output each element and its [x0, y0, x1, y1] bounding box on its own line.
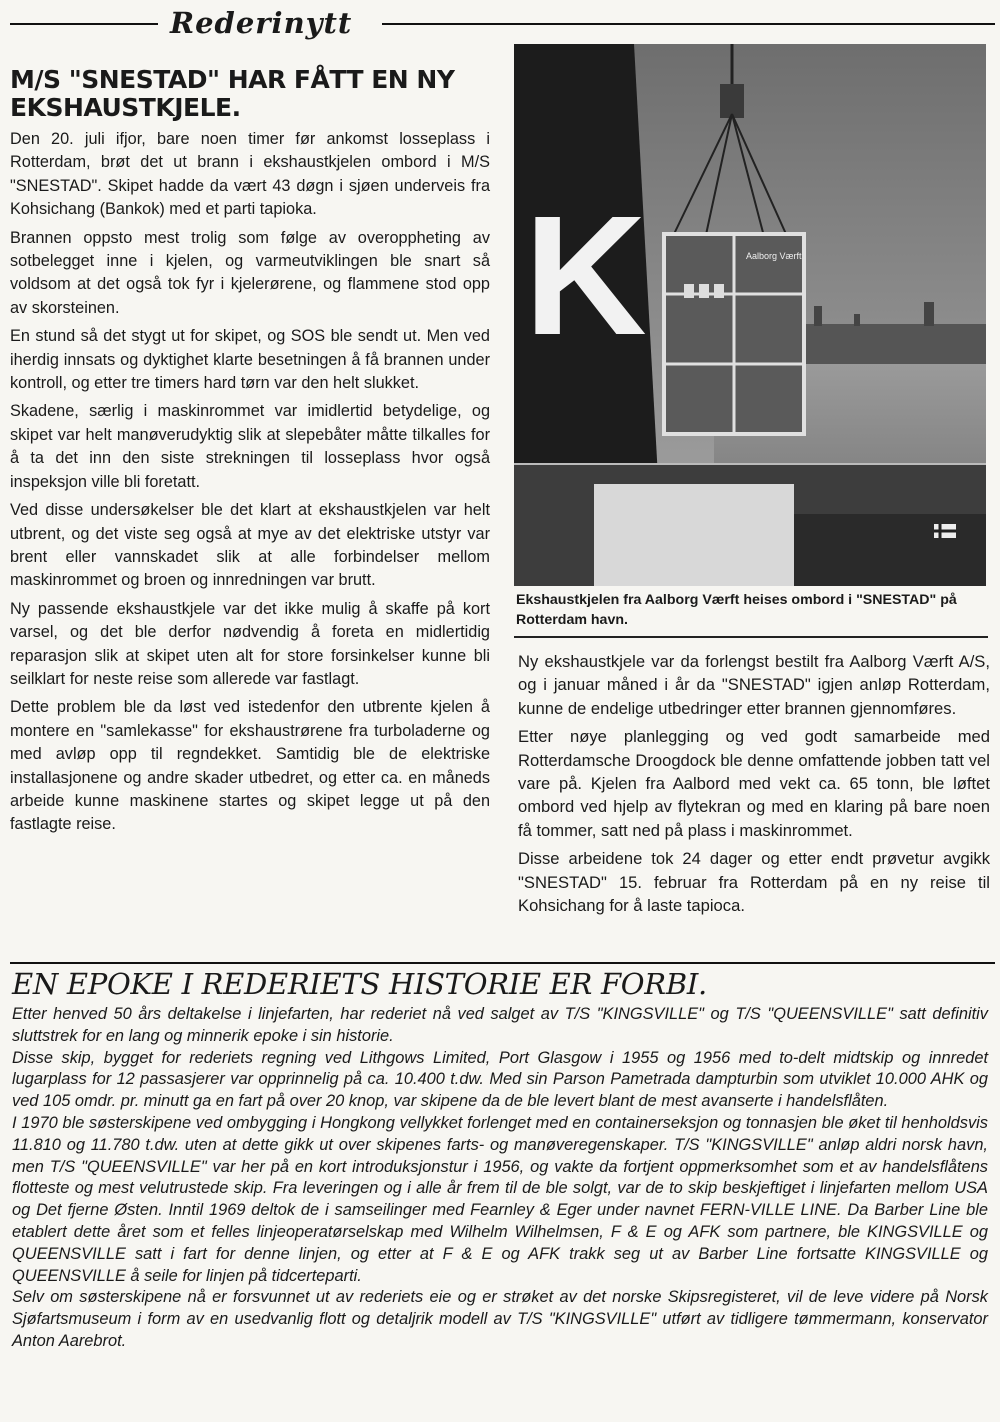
article-paragraph: Dette problem ble da løst ved istedenfor den utbrente kjelen å montere en "samlekasse" for ekshaustrørene fra turboladerne og med avløp opp til regndekket. Samtidig ble de elektriske installasjonene og andre skader utbedret, og etter ca. en måneds arbeide kunne maskinene startes og skipet legge ut på den fastlagte reise. — [10, 698, 490, 834]
article-paragraph: Etter nøye planlegging og ved godt samarbeide med Rotterdamsche Droogdock ble denne omfattende jobben tatt vel vare på. Kjelen fra Aalbord med vekt ca. 65 tonn, ble løftet ombord ved hjelp av flytekran og med en klaring på bare noen få tommer, satt ned på plass i maskinrommet. — [518, 727, 990, 840]
epoke-paragraph: Selv om søsterskipene nå er forsvunnet ut av rederiets eie og er strøket av det norske Skipsregisteret, vil de leve videre på Norsk Sjøfartsmuseum i form av en usedvanlig flott og detaljrik modell av T/S "KINGSVILLE" utført av tidligere tømmermann, konservator Anton Aarebrot. — [12, 1288, 988, 1350]
funnel-letter: K — [524, 181, 647, 371]
article-paragraph: Ved disse undersøkelser ble det klart at ekshaustkjelen var helt utbrent, og det viste seg også at mye av det elektriske utstyr var brent eller vannskadet slik at alle forbindelser mellom maskinrommet og broen og innredningen var brutt. — [10, 501, 490, 590]
article-paragraph: Ny passende ekshaustkjele var det ikke mulig å skaffe på kort varsel, og det ble derfor nødvendig å foreta en midlertidig reparasjon slik at skipet uten alt for store forsinkelser kunne bli seilklart for neste reise som allerede var fastlagt. — [10, 599, 490, 688]
photo-caption: Ekshaustkjelen fra Aalborg Værft heises ombord i "SNESTAD" på Rotterdam havn. — [516, 592, 957, 628]
caption-divider — [514, 636, 988, 638]
epoke-paragraph: Etter henved 50 års deltakelse i linjefarten, har rederiet nå ved salget av T/S "KINGSVILLE" og T/S "QUEENSVILLE" satt definitiv sluttstrek for en lang og minnerik epoke i sin historie. — [12, 1005, 988, 1045]
article-paragraph: Den 20. juli ifjor, bare noen timer før ankomst losseplass i Rotterdam, brøt det ut brann i ekshaustkjelen ombord i M/S "SNESTAD". Skipet hadde da vært 43 døgn i sjøen underveis fra Kohsichang (Bankok) med et parti tapioka. — [10, 130, 490, 219]
article-paragraph: En stund så det stygt ut for skipet, og SOS ble sendt ut. Men ved iherdig innsats og dyktighet klarte besetningen å få brannen under kontroll, og etter tre timers hard tørn var den helt slukket. — [10, 327, 490, 393]
photo-illustration — [514, 44, 986, 586]
epoke-paragraph: Disse skip, bygget for rederiets regning ved Lithgows Limited, Port Glasgow i 1955 og 1956 med to-delt midtskip og innredet lugarplass for 12 passasjerer var opprinnelig på ca. 10.400 t.dw. Med sin Parson Pametrada dampturbin som utviklet 10.000 AHK og ved 105 omdr. pr. minutt ga en fart på over 20 knop, var skipene da de ble levert blant de mest avanserte i handelsflåten. — [12, 1048, 988, 1111]
article-paragraph: Skadene, særlig i maskinrommet var imidlertid betydelige, og skipet var helt manøverudyktig slik at slepebåter måtte tilkalles for å ta det inn den siste strekningen til losseplass hvor også inspeksjon ville bli foretatt. — [10, 402, 490, 491]
article-right-column — [518, 650, 990, 922]
section-title: Rederinytt — [170, 6, 353, 40]
deck-house — [594, 484, 794, 586]
epoke-paragraph: I 1970 ble søsterskipene ved ombygging i Hongkong vellykket forlenget med en containerseksjon og tonnasjen ble øket til henholdsvis 11.810 og 11.780 t.dw. uten at dette gikk ut over skipenes farts- og manøveregenskaper. T/S "KINGSVILLE" anløp aldri norsk havn, men T/S "QUEENSVILLE" var her på en kort introduksjonstur i 1956, og vakte da fortjent oppmerksomhet som et av handelsflåtens flotteste og mest velutrustede skip. Fra leveringen og i alle år frem til de ble solgt, var de to skip beskjeftiget i linjefarten mellom USA og Det fjerne Østen. Inntil 1969 deltok de i samseilinger med Fearnley & Eger under navnet FERN-VILLE LINE. Da Barber Line ble etablert dette året som et felles linjeoperatørselskap med Wilhelm Wilhelmsen, F & E og AFK som partnere, ble KINGSVILLE og QUEENSVILLE satt i fart for denne linjen, og etter at F & E og AFK trakk seg ut av Barber Line fortsatte KINGSVILLE og QUEENSVILLE å seile for linjen på tidcerteparti. — [12, 1113, 988, 1285]
epoke-body — [12, 1004, 988, 1353]
crate-label: Aalborg Værft — [746, 251, 802, 261]
epoke-headline: EN EPOKE I REDERIETS HISTORIE ER FORBI. — [12, 967, 707, 1001]
article-headline — [10, 66, 490, 122]
article-paragraph: Ny ekshaustkjele var da forlengst bestilt fra Aalborg Værft A/S, og i januar måned i år da "SNESTAD" igjen anløp Rotterdam, kunne de endelige utbedringer etter brannen gjennomføres. — [518, 652, 990, 718]
section-divider — [10, 962, 995, 964]
masthead — [10, 6, 995, 40]
masthead-rule-right — [382, 23, 995, 25]
article-photo — [514, 44, 986, 586]
headline-line-2: EKSHAUSTKJELE. — [10, 93, 241, 122]
article-left-column — [10, 66, 490, 842]
headline-line-1: M/S "SNESTAD" HAR FÅTT EN NY — [10, 65, 455, 94]
article-paragraph: Disse arbeidene tok 24 dager og etter endt prøvetur avgikk "SNESTAD" 15. februar fra Rotterdam på en ny reise til Kohsichang for å laste tapioca. — [518, 849, 990, 916]
article-paragraph: Brannen oppsto mest trolig som følge av overoppheting av sotbelegget inne i kjelen, og varmeutviklingen ble snart så voldsom at det også tok fyr i kjelerørene, og flammene stod opp av skorsteinen. — [10, 228, 490, 317]
masthead-rule-left — [10, 23, 158, 25]
